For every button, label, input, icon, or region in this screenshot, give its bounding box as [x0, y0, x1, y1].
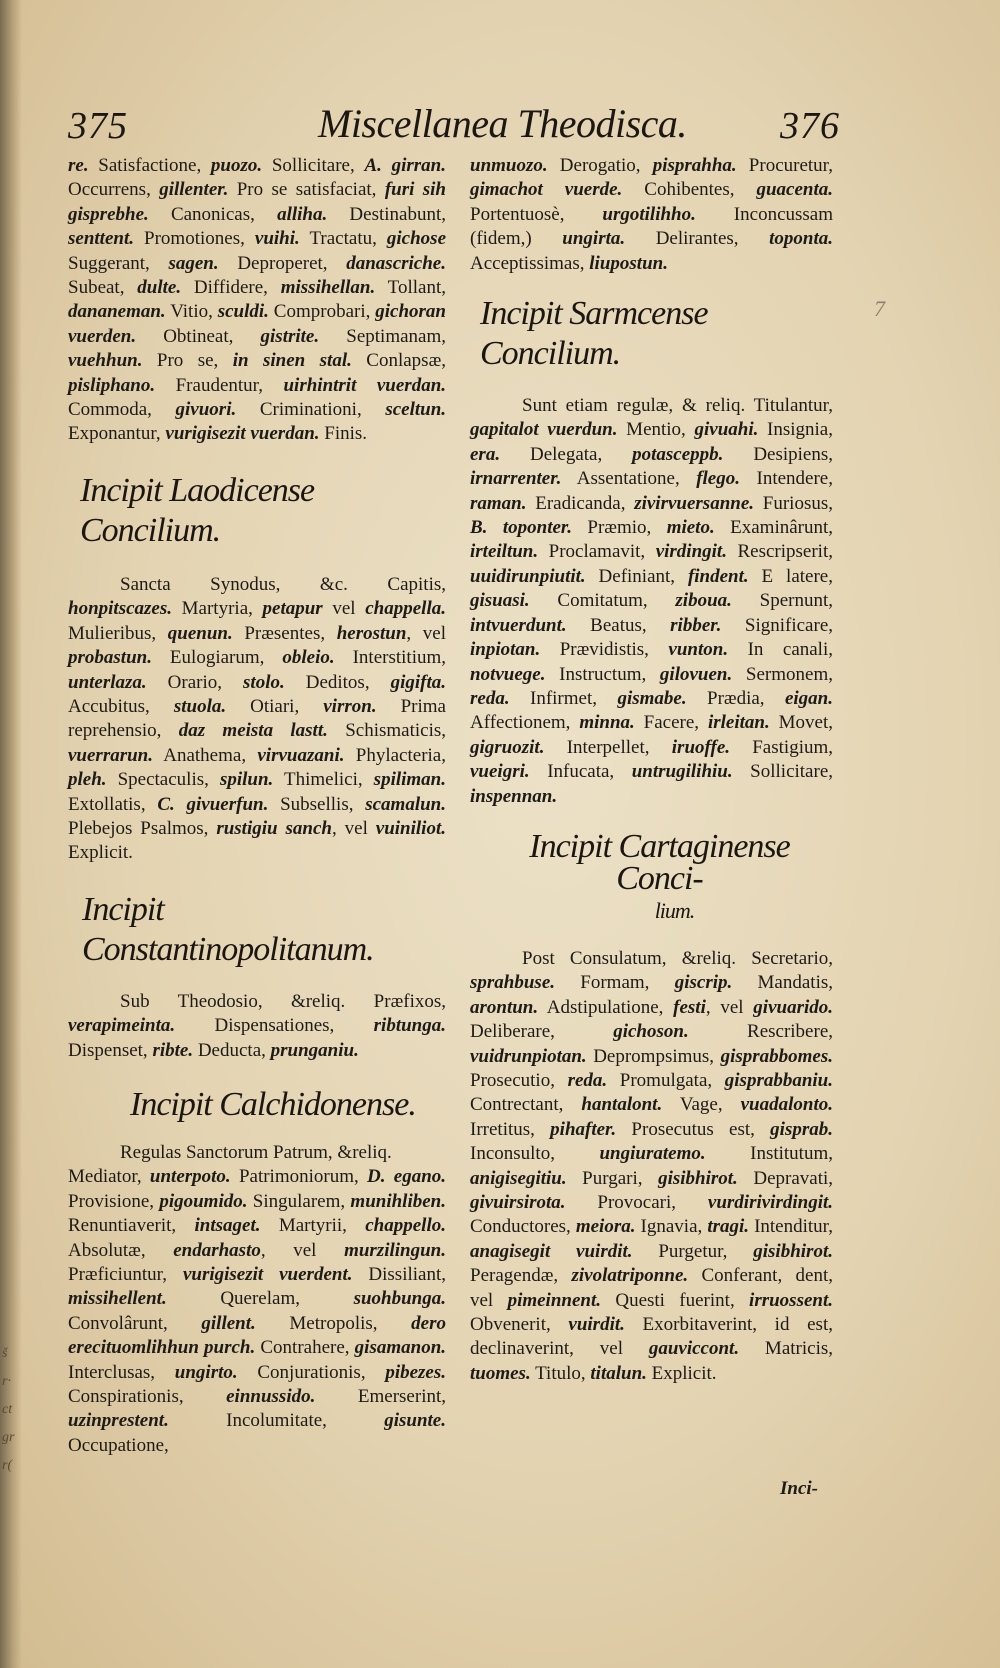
section-heading-line: lium. — [654, 897, 695, 923]
glossary-paragraph: unmuozo. Derogatio, pisprahha. Procuretur, gimachot vuerde. Cohibentes, guacenta. Portentuosè, urgotilihho. Inconcussam (fidem,) ungirta. Delirantes, toponta. Acceptissimas, liupostun. — [470, 155, 833, 274]
page-number-left: 375 — [68, 105, 128, 147]
left-column — [68, 154, 446, 1458]
gutter-mark: gr — [2, 1430, 15, 1445]
glossary-paragraph: Post Consulatum, &reliq. Secretario, sprahbuse. Formam, giscrip. Mandatis, arontun. Adstipulatione, festi, vel givuarido. Deliberare, gichoson. Rescribere, vuidrunpiotan. Deprompsimus, gisprabbomes. Prosecutio, reda. Promulgata, gisprabbaniu. Contrectant, hantalont. Vage, vuadalonto. Irretitus, pihafter. Prosecutus est, gisprab. Inconsulto, ungiuratemo. Institutum, anigisegitiu. Purgari, gisibhirot. Depravati, givuirsirota. Provocari, vurdirivirdingit. Conductores, meiora. Ignavia, tragi. Intenditur, anagisegit vuirdit. Purgetur, gisibhirot. Peragendæ, zivolatriponne. Conferant, dent, vel pimeinnent. Questi fuerint, irruossent. Obvenerit, vuirdit. Exorbitaverint, id est, declinaverint, vel gauviccont. Matricis, tuomes. Titulo, titalun. Explicit. — [470, 947, 834, 1384]
gutter-mark: ct — [2, 1402, 13, 1417]
running-title: Miscellanea Theodisca. — [318, 101, 687, 146]
pencil-annotation: 7 — [874, 296, 885, 321]
section-heading: Incipit Constantinopolitanum. — [82, 890, 374, 968]
section-heading: Incipit Sarmcense Concilium. — [480, 295, 708, 373]
gutter-marginalia — [2, 1340, 18, 1480]
section-heading: Incipit Calchidonense. — [130, 1085, 416, 1123]
glossary-paragraph: Mediator, unterpoto. Patrimoniorum, D. egano. Provisione, pigoumido. Singularem, munihliben. Renuntiaverit, intsaget. Martyrii, chappello. Absolutæ, endarhasto, vel murzilingun. Præficiuntur, vurigisezit vuerdent. Dissiliant, missihellent. Querelam, suohbunga. Convolârunt, gillent. Metropolis, dero erecituomlihhun purch. Contrahere, gisamanon. Interclusas, ungirto. Conjurationis, pibezes. Conspirationis, einnussido. Emerserint, uzinprestent. Incolumitate, gisunte. Occupatione, — [68, 1166, 447, 1456]
glossary-paragraph: Sub Theodosio, &reliq. Præfixos, verapimeinta. Dispensationes, ribtunga. Dispenset, ribte. Deducta, prunganiu. — [68, 990, 446, 1061]
right-column — [470, 154, 833, 1386]
gutter-mark: r( — [2, 1458, 13, 1473]
glossary-paragraph-opening: Regulas Sanctorum Patrum, &reliq. — [120, 1141, 392, 1163]
glossary-paragraph: Sunt etiam regulæ, & reliq. Titulantur, gapitalot vuerdun. Mentio, givuahi. Insignia, era. Delegata, potasceppb. Desipiens, irnarrenter. Assentatione, flego. Intendere, raman. Eradicanda, zivirvuersanne. Furiosus, B. toponter. Præmio, mieto. Examinârunt, irteiltun. Proclamavit, virdingit. Rescripserit, uuidirunpiutit. Definiant, findent. E latere, gisuasi. Comitatum, ziboua. Spernunt, intvuerdunt. Beatus, ribber. Significare, inpiotan. Prævidistis, vunton. In canali, notvuege. Instructum, gilovuen. Sermonem, reda. Infirmet, gismabe. Prædia, eigan. Affectionem, minna. Facere, irleitan. Movet, gigruozit. Interpellet, iruoffe. Fastigium, vueigri. Infucata, untrugilihiu. Sollicitare, inspennan. — [470, 395, 834, 807]
running-header — [68, 100, 840, 152]
gutter-mark: r· — [2, 1374, 11, 1389]
catchword: Inci- — [780, 1478, 818, 1499]
section-heading — [486, 827, 833, 927]
binding-gutter — [0, 0, 22, 1668]
section-heading-line: Incipit Cartaginense Conci- — [529, 827, 790, 897]
glossary-paragraph: Sancta Synodus, &c. Capitis, honpitscazes. Martyria, petapur vel chappella. Mulieribus, quenun. Præsentes, herostun, vel probastun. Eulogiarum, obleio. Interstitium, unterlaza. Orario, stolo. Deditos, gigifta. Accubitus, stuola. Otiari, virron. Prima reprehensio, daz meista lastt. Schismaticis, vuerrarun. Anathema, virvuazani. Phylacteria, pleh. Spectaculis, spilun. Thimelici, spiliman. Extollatis, C. givuerfun. Subsellis, scamalun. Plebejos Psalmos, rustigiu sanch, vel vuiniliot. Explicit. — [68, 573, 447, 864]
gutter-mark: š — [2, 1346, 8, 1361]
glossary-paragraph: re. Satisfactione, puozo. Sollicitare, A. girran. Occurrens, gillenter. Pro se satisfaciat, furi sih gisprebhe. Canonicas, alliha. Destinabunt, senttent. Promotiones, vuihi. Tractatu, gichose Suggerant, sagen. Deproperet, danascriche. Subeat, dulte. Diffidere, missihellan. Tollant, dananeman. Vitio, sculdi. Comprobari, gichoran vuerden. Obtineat, gistrite. Septimanam, vuehhun. Pro se, in sinen stal. Conlapsæ, pisliphano. Fraudentur, uirhintrit vuerdan. Commoda, givuori. Criminationi, sceltun. Exponantur, vurigisezit vuerdan. Finis. — [68, 155, 447, 445]
page-number-right: 376 — [780, 105, 840, 147]
section-heading: Incipit Laodicense Concilium. — [80, 471, 315, 549]
